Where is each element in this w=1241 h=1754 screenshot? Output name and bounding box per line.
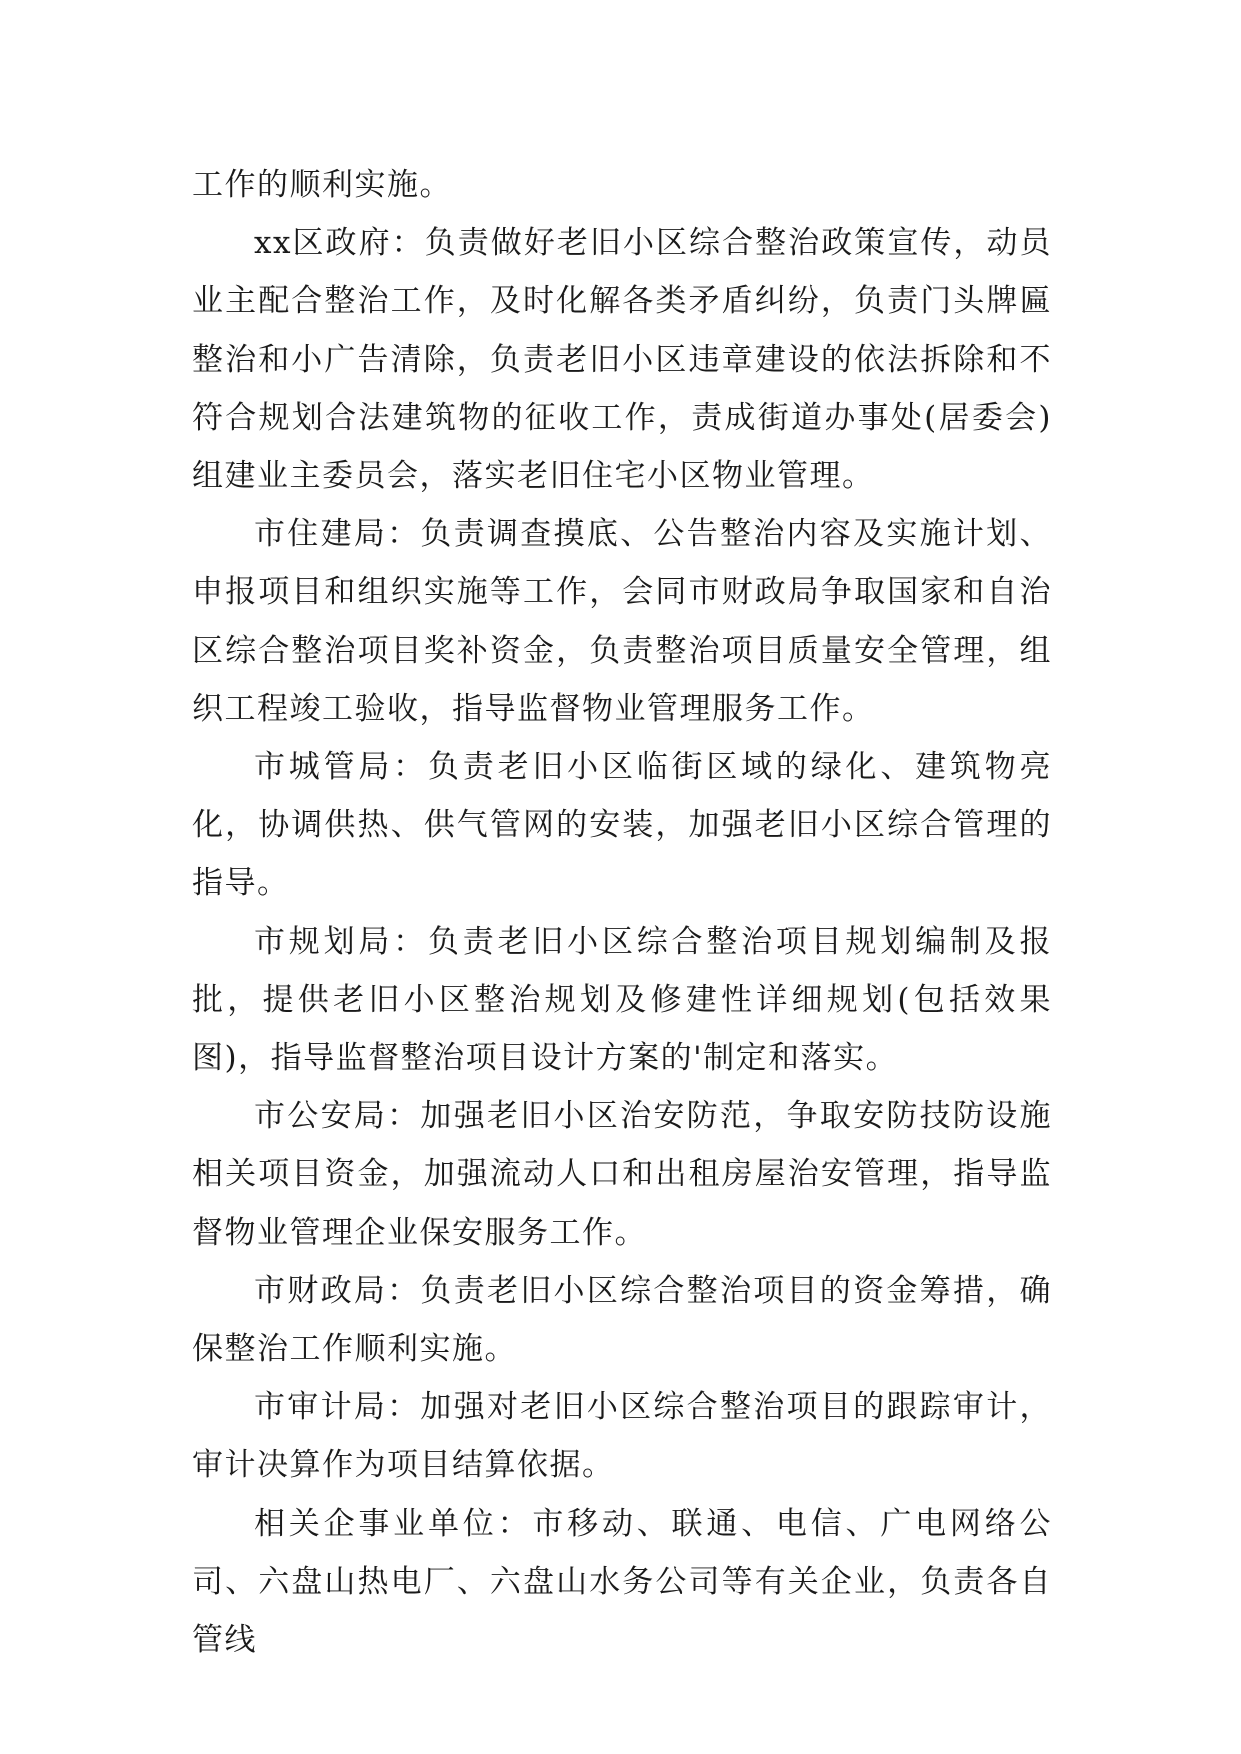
paragraph-housing-bureau: 市住建局：负责调查摸底、公告整治内容及实施计划、申报项目和组织实施等工作，会同市财政局争取国家和自治区综合整治项目奖补资金，负责整治项目质量安全管理，组织工程竣工验收，指导监督物业管理服务工作。 xyxy=(192,516,1052,727)
document-body xyxy=(192,156,1052,1669)
paragraph-related-enterprises: 相关企事业单位：市移动、联通、电信、广电网络公司、六盘山热电厂、六盘山水务公司等有关企业，负责各自管线 xyxy=(192,1505,1052,1659)
paragraph-district-government: xx区政府：负责做好老旧小区综合整治政策宣传，动员业主配合整治工作，及时化解各类矛盾纠纷，负责门头牌匾整治和小广告清除，负责老旧小区违章建设的依法拆除和不符合规划合法建筑物的征收工作，责成街道办事处(居委会)组建业主委员会，落实老旧住宅小区物业管理。 xyxy=(192,225,1052,495)
paragraph-planning-bureau: 市规划局：负责老旧小区综合整治项目规划编制及报批，提供老旧小区整治规划及修建性详细规划(包括效果图)，指导监督整治项目设计方案的'制定和落实。 xyxy=(192,923,1052,1077)
paragraph-public-security-bureau: 市公安局：加强老旧小区治安防范，争取安防技防设施相关项目资金，加强流动人口和出租房屋治安管理，指导监督物业管理企业保安服务工作。 xyxy=(192,1098,1052,1251)
paragraph-finance-bureau: 市财政局：负责老旧小区综合整治项目的资金筹措，确保整治工作顺利实施。 xyxy=(192,1272,1052,1368)
paragraph-urban-management-bureau: 市城管局：负责老旧小区临街区域的绿化、建筑物亮化，协调供热、供气管网的安装，加强老旧小区综合管理的指导。 xyxy=(192,749,1052,902)
paragraph-continuation: 工作的顺利实施。 xyxy=(192,167,452,203)
paragraph-audit-bureau: 市审计局：加强对老旧小区综合整治项目的跟踪审计，审计决算作为项目结算依据。 xyxy=(192,1389,1052,1484)
